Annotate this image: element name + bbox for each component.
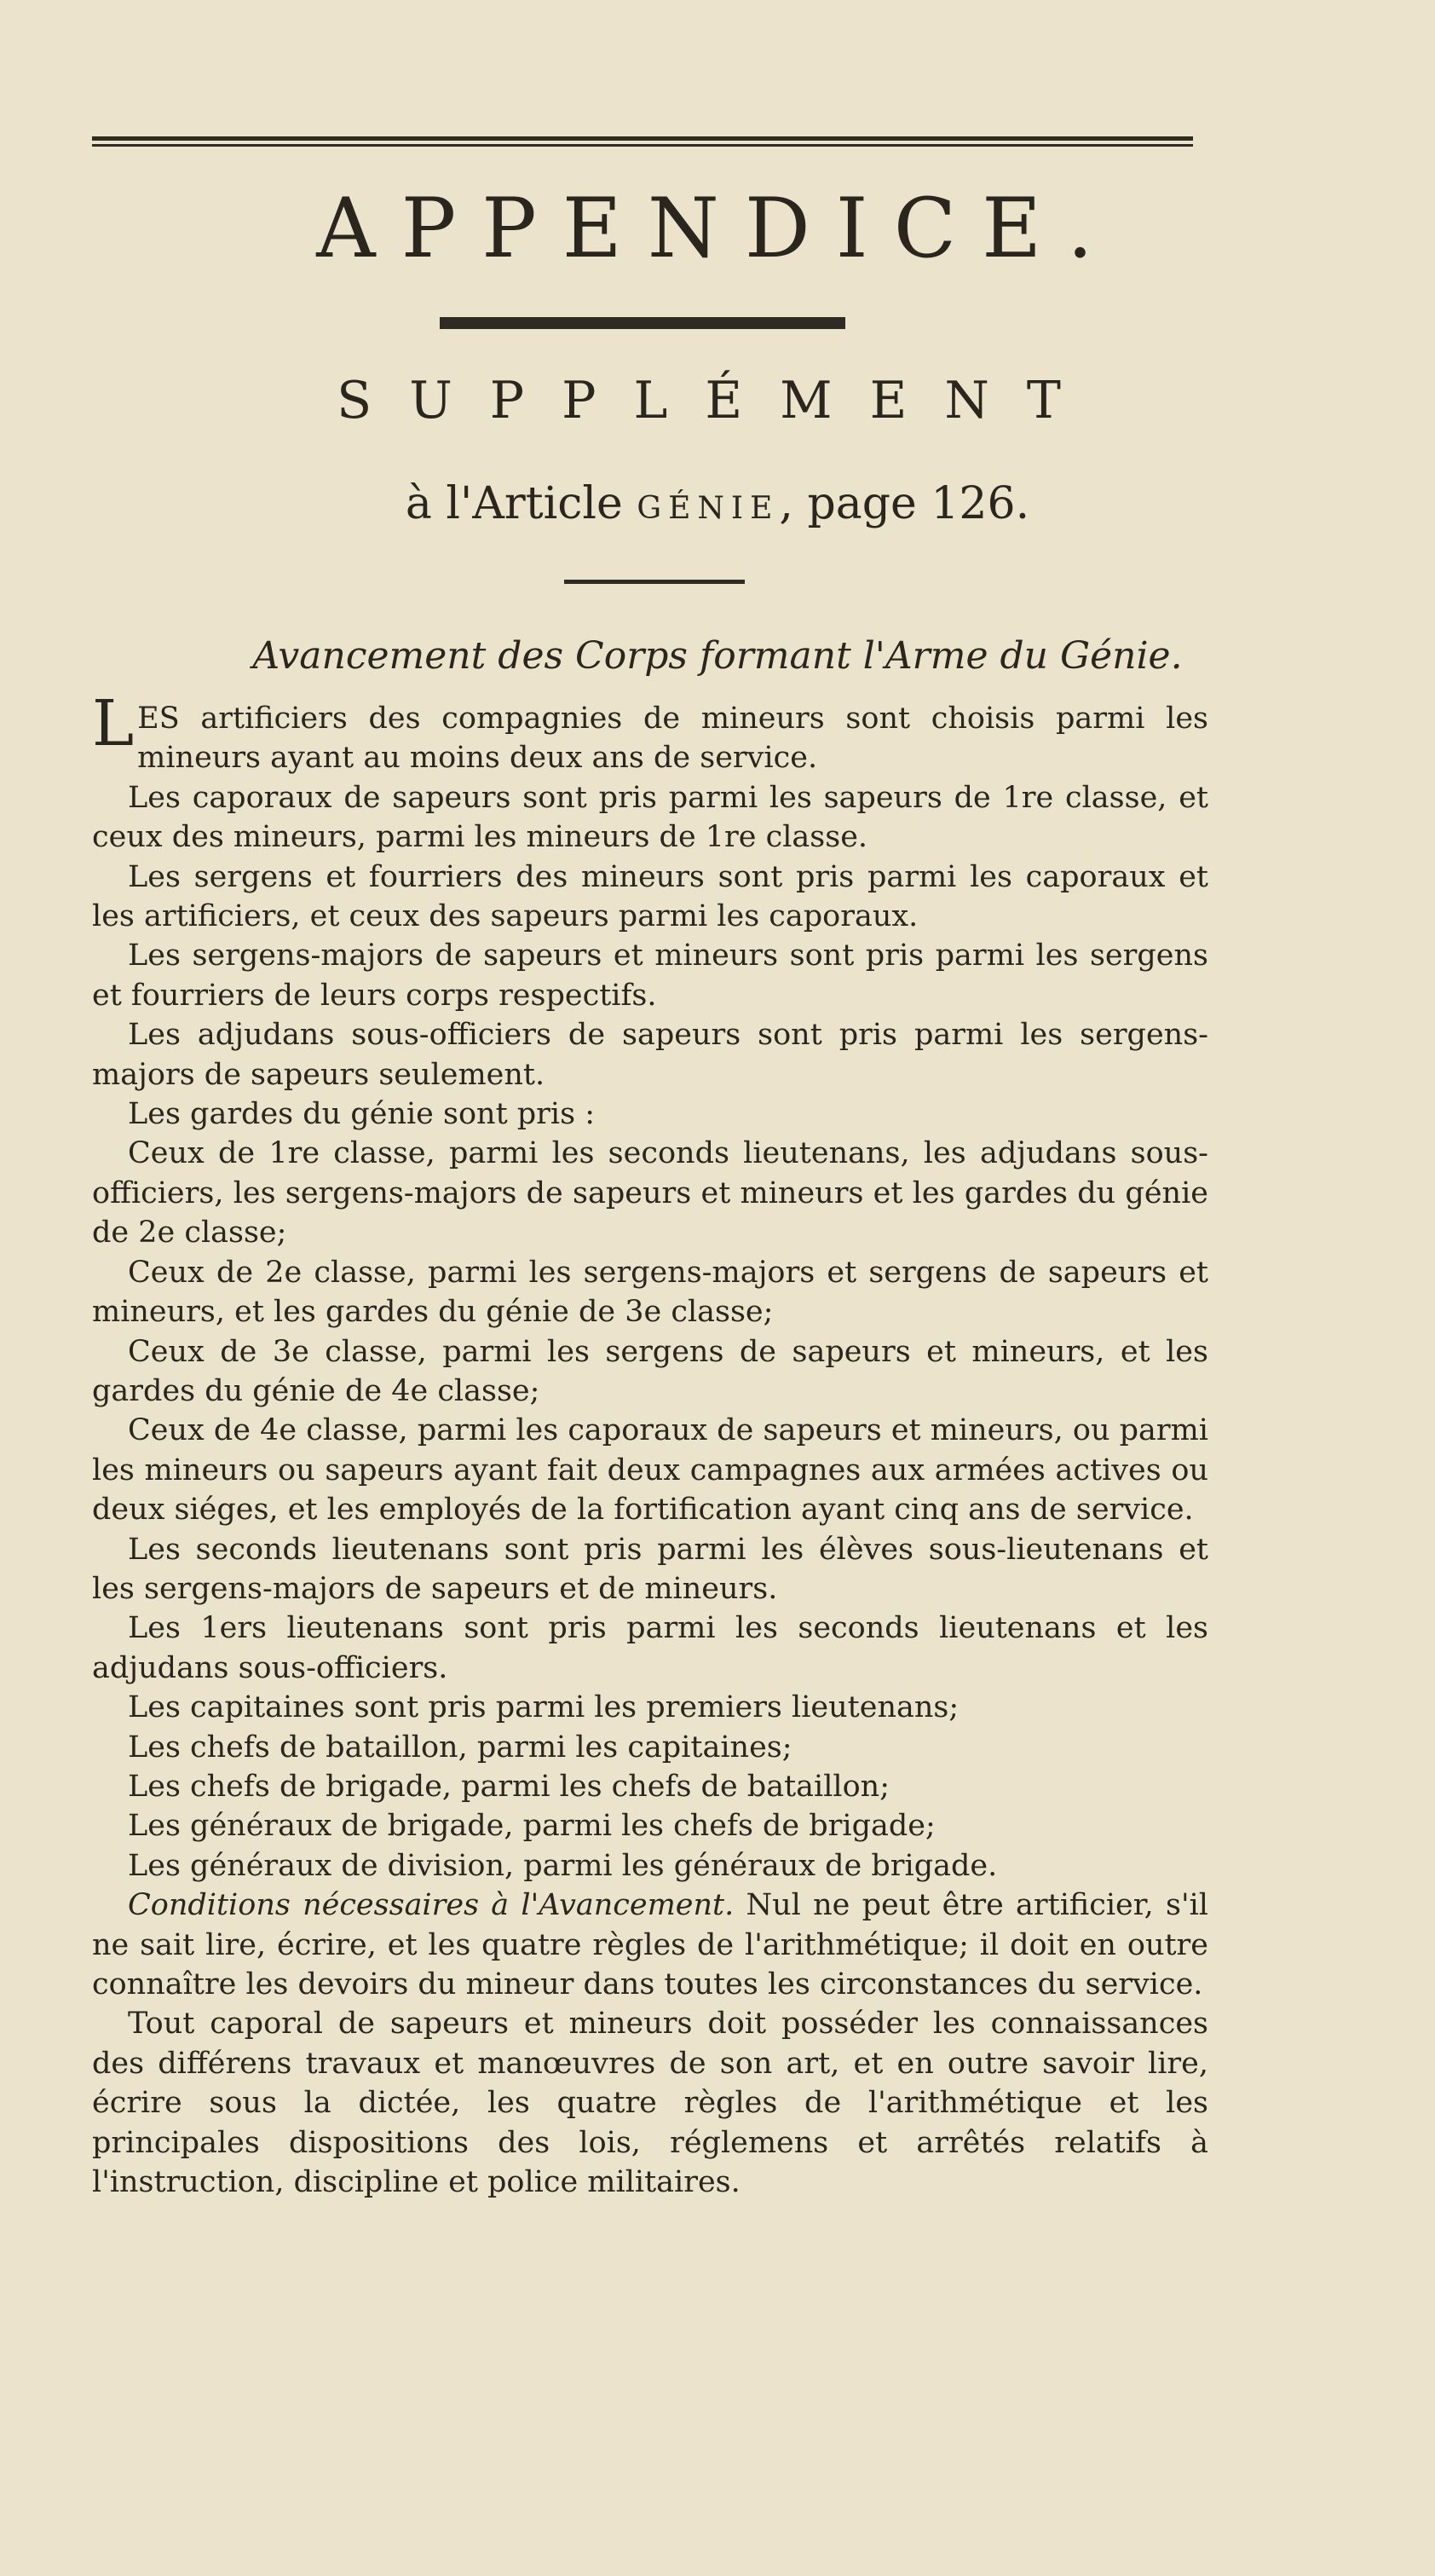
section-heading: Avancement des Corps formant l'Arme du Génie.: [252, 634, 1183, 678]
paragraph-2: Les caporaux de sapeurs sont pris parmi les sapeurs de 1re classe, et ceux des mineurs, parmi les mineurs de 1re classe.: [92, 780, 1208, 855]
reference-prefix: à l'Article: [405, 478, 637, 529]
paragraph-8: Ceux de 2e classe, parmi les sergens-majors et sergens de sapeurs et mineurs, et les gardes du génie de 3e classe;: [92, 1255, 1208, 1330]
paragraph-1-text: ES artificiers des compagnies de mineurs sont choisis parmi les mineurs ayant au moins deux ans de service.: [137, 702, 1208, 776]
paragraph-4: Les sergens-majors de sapeurs et mineurs sont pris parmi les sergens et fourriers de leurs corps respectifs.: [92, 939, 1208, 1013]
main-title: APPENDICE.: [316, 181, 1119, 276]
paragraph-6: Les gardes du génie sont pris :: [128, 1097, 595, 1132]
paragraph-18-text: Nul ne peut être artificier, s'il ne sait lire, écrire, et les quatre règles de l'arithmétique; il doit en outre connaître les devoirs du mineur dans toutes les circonstances du service.: [92, 1888, 1208, 2001]
drop-cap: L: [92, 687, 135, 760]
paragraph-9: Ceux de 3e classe, parmi les sergens de sapeurs et mineurs, et les gardes du génie de 4e classe;: [92, 1334, 1208, 1408]
short-rule: [564, 580, 745, 584]
paragraph-19: Tout caporal de sapeurs et mineurs doit posséder les connaissances des différens travaux et manœuvres de son art, et en outre savoir lire, écrire sous la dictée, les quatre règles de l'arithmétique et les principales dispositions des lois, réglemens et arrêtés relatifs à l'instruction, discipline et police militaires.: [92, 2007, 1208, 2200]
article-reference: [0, 478, 1435, 529]
conditions-heading: Conditions nécessaires à l'Avancement.: [128, 1888, 735, 1923]
paragraph-5: Les adjudans sous-officiers de sapeurs sont pris parmi les sergens-majors de sapeurs seulement.: [92, 1018, 1208, 1092]
supplement-title: SUPPLÉMENT: [337, 371, 1098, 430]
paragraph-11: Les seconds lieutenans sont pris parmi les élèves sous-lieutenans et les sergens-majors de sapeurs et de mineurs.: [92, 1532, 1208, 1606]
title-rule: [440, 317, 845, 329]
paragraph-7: Ceux de 1re classe, parmi les seconds lieutenans, les adjudans sous-officiers, les sergens-majors de sapeurs et mineurs et les gardes du génie de 2e classe;: [92, 1136, 1208, 1250]
paragraph-1: [92, 687, 1208, 778]
paragraph-15: Les chefs de brigade, parmi les chefs de bataillon;: [128, 1769, 890, 1804]
paragraph-13: Les capitaines sont pris parmi les premiers lieutenans;: [128, 1690, 960, 1725]
body-text: [92, 687, 1208, 2202]
top-double-rule: [92, 136, 1193, 147]
reference-smallcaps: GÉNIE: [637, 491, 780, 526]
paragraph-18: [92, 1886, 1208, 2004]
reference-suffix: , page 126.: [779, 478, 1030, 529]
paragraph-16: Les généraux de brigade, parmi les chefs de brigade;: [128, 1809, 936, 1844]
paragraph-17: Les généraux de division, parmi les généraux de brigade.: [128, 1848, 998, 1883]
blank-bottom-margin: [0, 2302, 1435, 2576]
paragraph-12: Les 1ers lieutenans sont pris parmi les seconds lieutenans et les adjudans sous-officiers.: [92, 1611, 1208, 1685]
paragraph-3: Les sergens et fourriers des mineurs sont pris parmi les caporaux et les artificiers, et ceux des sapeurs parmi les caporaux.: [92, 859, 1208, 934]
paragraph-14: Les chefs de bataillon, parmi les capitaines;: [128, 1730, 792, 1765]
paragraph-10: Ceux de 4e classe, parmi les caporaux de sapeurs et mineurs, ou parmi les mineurs ou sapeurs ayant fait deux campagnes aux armées actives ou deux siéges, et les employés de la fortification ayant cinq ans de service.: [92, 1413, 1208, 1528]
